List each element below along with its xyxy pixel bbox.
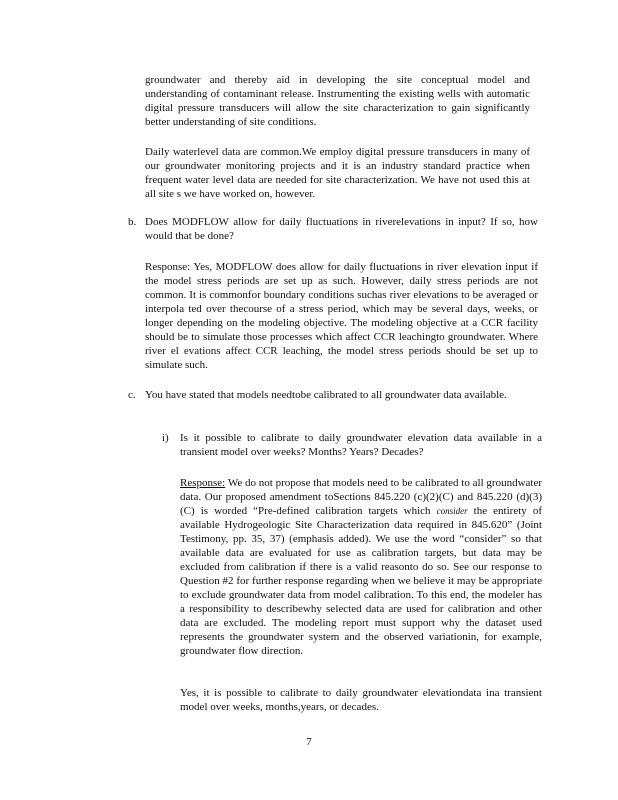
response-c-i bbox=[180, 476, 542, 658]
question-b bbox=[128, 215, 538, 243]
paragraph-daily-text: Daily waterlevel data are common.We employ digital pressure transducers in many of our groundwater monitoring projects and it is an industry standard practice when frequent water level data are needed for site characterization. We have not used this at all site s we have worked on, however. bbox=[145, 146, 530, 200]
page-number: 7 bbox=[306, 736, 312, 748]
question-c bbox=[128, 388, 538, 402]
question-b-text: Does MODFLOW allow for daily fluctuations in riverelevations in input? If so, how would that be done? bbox=[145, 216, 538, 242]
question-c-marker: c. bbox=[128, 389, 136, 401]
response-c-i-text bbox=[180, 476, 542, 658]
response-c-i-part1: We do not propose that models need to be calibrated to all groundwater data. Our proposed amendment toSections 845.220 (c)(2)(C) and 845.220 (d)(3)(C) is worded “Pre-defined calibration targets which bbox=[180, 477, 542, 517]
response-b bbox=[145, 260, 538, 372]
paragraph-top bbox=[145, 73, 530, 129]
question-c-i-marker: i) bbox=[162, 432, 169, 444]
response-c-i-part2: the entirety of available Hydrogeologic Site Characterization data required in 845.620” (Joint Testimony, pp. 35, 37) (emphasis added). We use the word “consider” so that available data are evaluated for use as calibration targets, but data may be excluded from calibration if there is a valid reasonto do so. See our response to Question #2 for further response regarding when we believe it may be appropriate to exclude groundwater data from model calibration. To this end, the modeler has a responsibility to describewhy selected data are used for calibration and other data are excluded. The modeling report must support why the dataset used represents the groundwater system and the observed variationin, for example, groundwater flow direction. bbox=[180, 505, 542, 657]
response-label: Response: bbox=[180, 477, 226, 489]
paragraph-top-text: groundwater and thereby aid in developing the site conceptual model and understanding of contaminant release. Instrumenting the existing wells with automatic digital pressure transducers will allow the site characterization to gain significantly better understanding of site conditions. bbox=[145, 74, 530, 128]
question-c-text: You have stated that models needtobe calibrated to all groundwater data available. bbox=[145, 389, 507, 401]
question-b-marker: b. bbox=[128, 216, 137, 228]
response-c-i-italic: consider bbox=[436, 506, 468, 516]
answer-c-i-text: Yes, it is possible to calibrate to daily groundwater elevationdata ina transient model over weeks, months,years, or decades. bbox=[180, 687, 542, 713]
question-c-i-text: Is it possible to calibrate to daily groundwater elevation data available in a transient model over weeks? Months? Years? Decades? bbox=[180, 432, 542, 458]
paragraph-daily-waterlevel bbox=[145, 145, 530, 201]
response-b-text: Response: Yes, MODFLOW does allow for daily fluctuations in river elevation input if the model stress periods are set up as such. However, daily stress periods are not common. It is commonfor boundary conditions suchas river elevations to be averaged or interpola ted over thecourse of a stress period, which may be several days, weeks, or longer depending on the modeling objective. The modeling objective at a CCR facility should be to simulate those processes which affect CCR leachingto groundwater. Where river el evations affect CCR leaching, the model stress periods should be set up to simulate such. bbox=[145, 261, 538, 371]
answer-c-i bbox=[180, 686, 542, 714]
question-c-i bbox=[162, 431, 542, 459]
